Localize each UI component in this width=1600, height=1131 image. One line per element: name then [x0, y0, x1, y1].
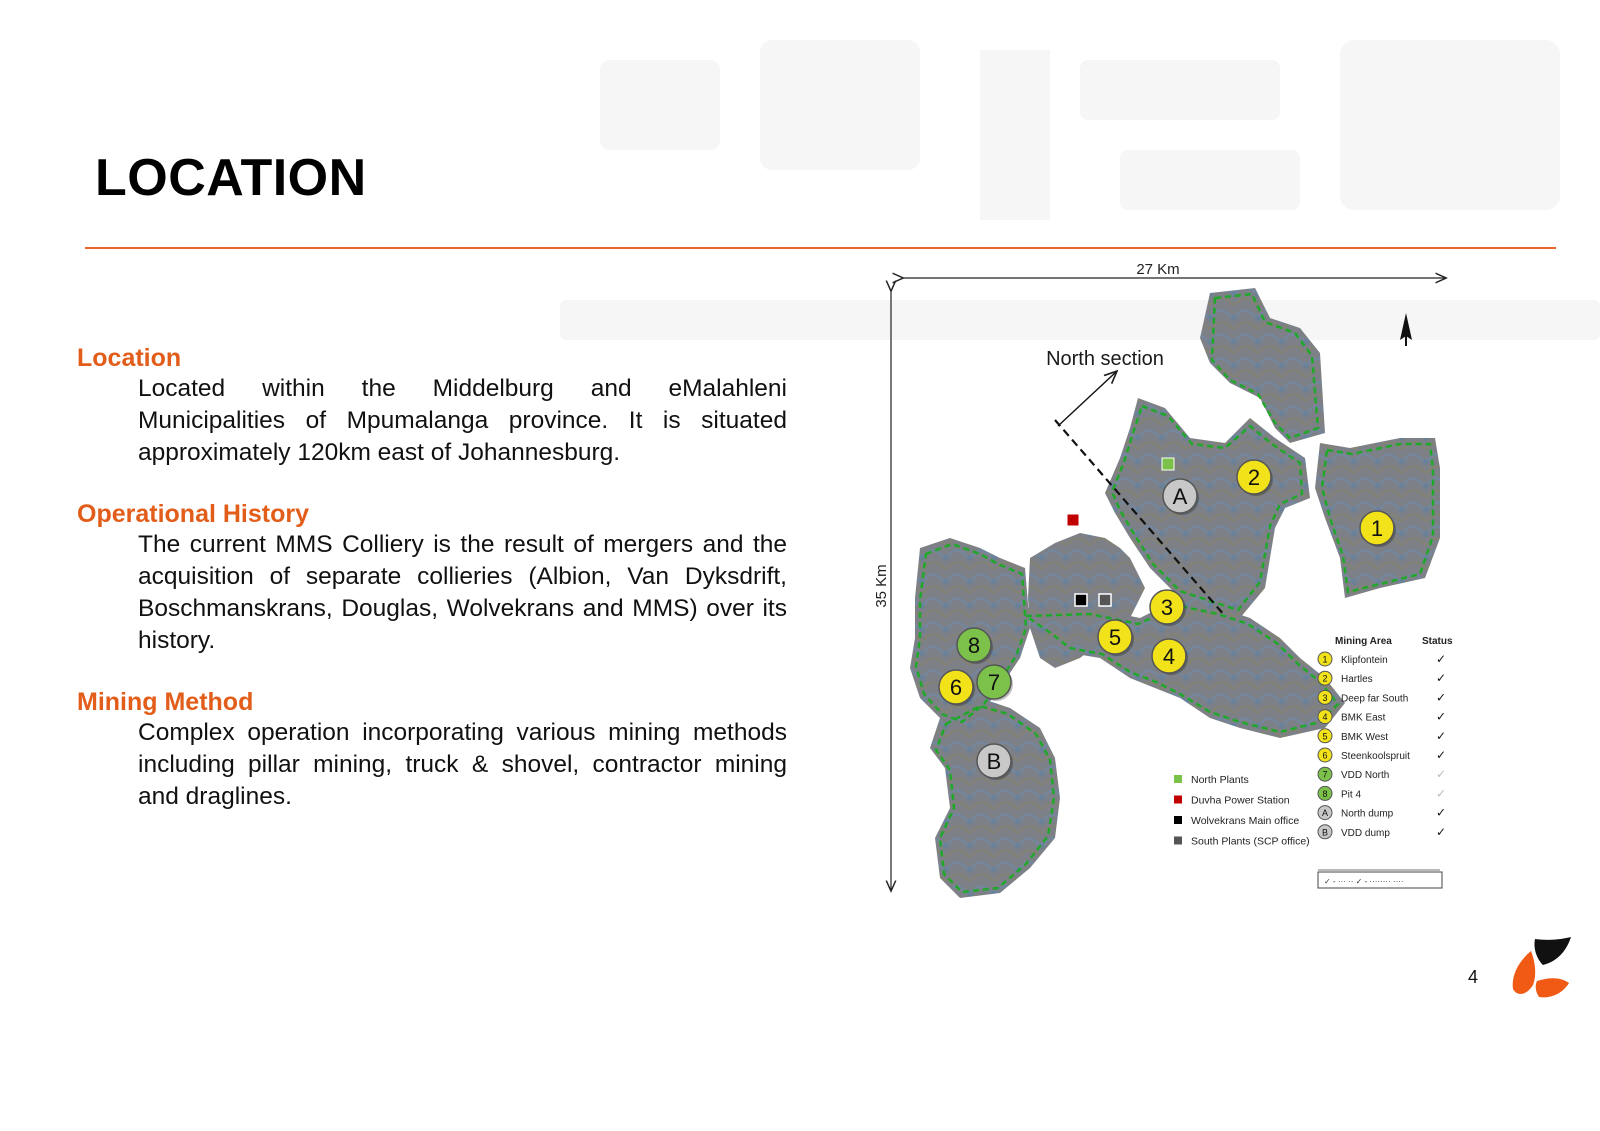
facility-legend-label: Wolvekrans Main office: [1191, 815, 1300, 827]
mining-area-status: ✓: [1436, 728, 1447, 743]
mining-area-id: B: [1321, 827, 1329, 838]
area-marker-label: 8: [967, 633, 981, 658]
svg-text:✓ - ··· ·· ✓ - ········ ····: ✓ - ··· ·· ✓ - ········ ····: [1324, 877, 1404, 886]
area-marker-label: 5: [1108, 625, 1122, 650]
page-number: 4: [1468, 967, 1479, 987]
area-marker-label: A: [1172, 484, 1188, 509]
mining-area-id: 7: [1322, 769, 1328, 780]
section-body: Located within the Middelburg and eMalahleni Municipalities of Mpumalanga province. It is situated approximately 120km east of Johannesburg.: [138, 375, 787, 466]
duvha-power-station-marker: [1067, 514, 1079, 526]
mining-area-name: BMK East: [1341, 712, 1386, 724]
facility-legend-item: [1174, 815, 1299, 827]
section-heading: Operational History: [77, 500, 309, 528]
area-marker-label: 2: [1247, 465, 1261, 490]
mining-area-status: ✓: [1436, 709, 1447, 724]
facility-legend-item: [1174, 836, 1310, 848]
mining-area-row: [1318, 767, 1446, 781]
mining-area-row: [1318, 652, 1446, 666]
facility-legend-item: [1174, 774, 1249, 786]
mining-area-id: 2: [1322, 673, 1328, 684]
north-section-pointer: [1058, 372, 1116, 426]
title-divider: [85, 247, 1556, 249]
width-dimension-label: 27 Km: [1136, 261, 1180, 278]
mining-area-name: Deep far South: [1341, 693, 1409, 705]
area-marker-label: 1: [1370, 516, 1384, 541]
area-marker-label: 6: [949, 675, 963, 700]
mining-area-status: ✓: [1436, 786, 1447, 801]
mining-area-id: 8: [1322, 788, 1328, 799]
colliery-map: [873, 258, 1495, 938]
mining-area-name: Klipfontein: [1341, 655, 1388, 666]
mining-area-row: [1318, 748, 1446, 762]
mining-area-id: 6: [1322, 750, 1328, 761]
mining-area-id: 4: [1322, 712, 1328, 723]
mining-area-name: Hartles: [1341, 674, 1373, 686]
mining-area-name: North dump: [1341, 808, 1394, 820]
mining-area-row: [1318, 729, 1446, 743]
section-body: Complex operation incorporating various mining methods including pillar mining, truck & shovel, contractor mining and draglines.: [138, 719, 787, 810]
section-heading: Mining Method: [77, 688, 254, 716]
mining-area-id: A: [1321, 808, 1329, 819]
height-dimension-label: 35 Km: [873, 564, 890, 608]
mining-area-row: [1318, 786, 1446, 800]
area-marker-label: B: [986, 749, 1002, 774]
mining-area-row: [1318, 806, 1446, 820]
section-operational-history: [77, 499, 787, 657]
mining-area-name: BMK West: [1341, 731, 1389, 743]
mining-area-name: Pit 4: [1341, 789, 1362, 801]
mining-area-name: VDD dump: [1341, 827, 1390, 839]
status-key: [1318, 870, 1442, 888]
north-arrow-icon: [1400, 313, 1412, 346]
facility-legend: [1174, 774, 1310, 848]
north-section-label: North section: [1046, 348, 1164, 370]
mining-area-status: ✓: [1436, 748, 1447, 762]
mining-area-header: Mining Area: [1335, 636, 1392, 647]
mining-area-status: ✓: [1436, 824, 1447, 839]
status-header: Status: [1422, 636, 1453, 647]
area-marker-label: 3: [1160, 595, 1174, 620]
facility-legend-label: North Plants: [1191, 774, 1249, 786]
mining-area-table: [1318, 636, 1453, 888]
mining-area-row: [1318, 671, 1446, 685]
text-content: [77, 343, 787, 843]
mining-area-status: ✓: [1436, 690, 1447, 705]
section-body: The current MMS Colliery is the result of mergers and the acquisition of separate collieries (Albion, Van Dyksdrift, Boschmanskrans, Douglas, Wolvekrans and MMS) over its history.: [138, 531, 787, 654]
area-marker-label: 7: [987, 670, 1001, 695]
facility-legend-item: [1174, 795, 1290, 807]
facility-legend-label: Duvha Power Station: [1191, 794, 1290, 807]
mining-area-status: ✓: [1436, 767, 1447, 782]
south-plants-marker: [1099, 594, 1111, 606]
section-location: [77, 343, 787, 469]
mining-area-status: ✓: [1436, 805, 1447, 820]
wolvekrans-main-office-marker: [1075, 594, 1087, 606]
mining-area-id: 1: [1322, 654, 1328, 665]
mining-area-id: 5: [1322, 731, 1328, 742]
north-plants-marker: [1162, 458, 1174, 470]
mining-area-status: ✓: [1436, 652, 1447, 666]
mining-area-name: Steenkoolspruit: [1341, 751, 1410, 762]
page-title: LOCATION: [95, 149, 367, 207]
mining-area-id: 3: [1322, 692, 1328, 703]
section-mining-method: [77, 687, 787, 813]
facility-legend-label: South Plants (SCP office): [1191, 835, 1310, 848]
mining-area-name: VDD North: [1341, 770, 1390, 782]
company-logo-icon: [1505, 937, 1573, 1007]
section-heading: Location: [77, 344, 182, 372]
mining-area-status: ✓: [1436, 671, 1447, 686]
area-marker-label: 4: [1162, 644, 1176, 669]
mining-area-row: [1318, 825, 1446, 839]
